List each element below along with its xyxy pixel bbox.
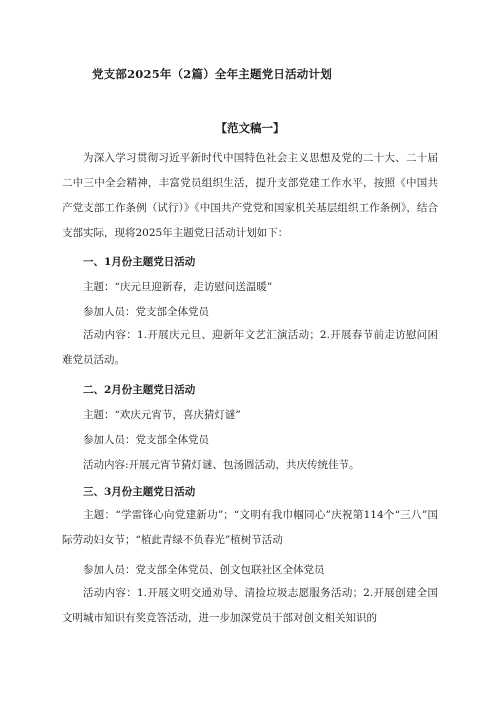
intro-paragraph: 为深入学习贯彻习近平新时代中国特色社会主义思想及党的二十大、二十届二中三中全会精神，丰富党员组织生活，提升支部党建工作水平，按照《中国共产党支部工作条例（试行）》《中国共产党党和国家机关基层组织工作条例》，结合支部实际，现将2025年主题党日活动计划如下：	[62, 152, 438, 239]
month-3-theme: 主题：“学雷锋心向党建新功”；“文明有我巾帼同心”庆祝第114个“三八”国际劳动妇女节；“植此青绿不负春光”植树节活动	[62, 509, 438, 546]
month-2-participants: 参加人员：党支部全体党员	[83, 434, 209, 446]
month-2-heading: 二、2月份主题党日活动	[83, 384, 196, 396]
document-title: 党支部2025年（2篇）全年主题党日活动计划	[92, 67, 332, 81]
month-2-content: 活动内容:开展元宵节猜灯谜、包汤圆活动，共庆传统佳节。	[83, 459, 360, 471]
month-1-heading: 一、1月份主题党日活动	[83, 256, 196, 268]
month-3-heading: 三、3月份主题党日活动	[83, 486, 196, 498]
month-1-participants: 参加人员：党支部全体党员	[83, 306, 209, 318]
month-1-content: 活动内容：1.开展庆元旦、迎新年文艺汇演活动；2.开展春节前走访慰问困难党员活动。	[62, 329, 438, 366]
section-heading: 【范文稿一】	[215, 121, 285, 135]
month-1-theme: 主题：“庆元旦迎新春，走访慰问送温暖”	[83, 281, 273, 293]
month-3-content: 活动内容：1.开展文明交通劝导、清捡垃圾志愿服务活动；2.开展创建全国文明城市知识有奖竞答活动，进一步加深党员干部对创文相关知识的	[62, 587, 438, 624]
month-3-participants: 参加人员：党支部全体党员、创文包联社区全体党员	[83, 564, 325, 576]
month-2-theme: 主题：“欢庆元宵节，喜庆猜灯谜”	[83, 409, 241, 421]
